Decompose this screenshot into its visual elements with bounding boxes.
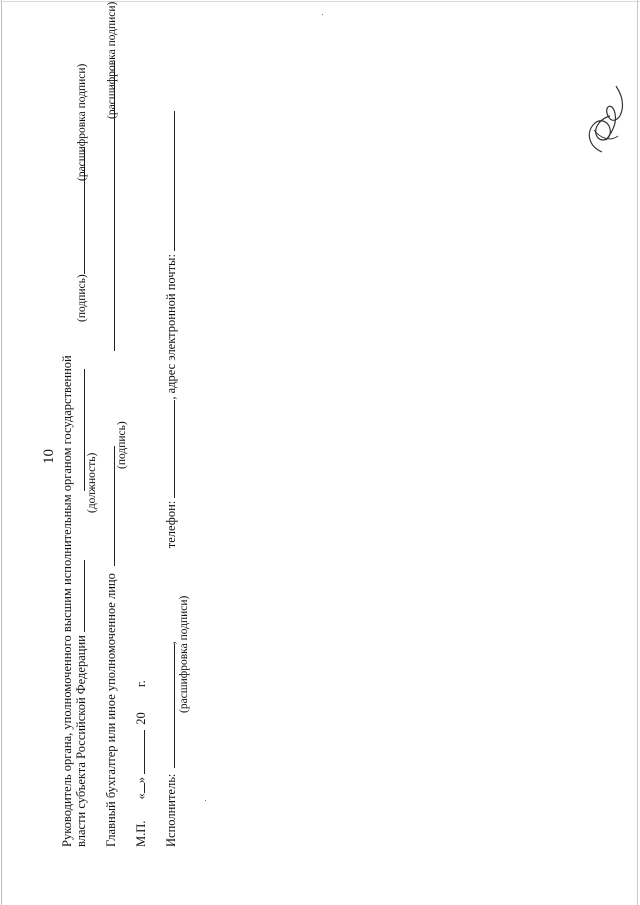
phone-label: телефон: <box>164 500 178 549</box>
email-line <box>164 111 175 251</box>
quote-open: « <box>134 793 148 800</box>
day-line <box>134 783 145 793</box>
position-caption: (должность) <box>86 452 98 513</box>
month-line <box>134 730 145 774</box>
accountant-decipher-caption: (расшифровка подписи) <box>106 1 118 119</box>
head-signature-caption: (подпись) <box>76 274 88 322</box>
executor-decipher-line <box>164 644 175 768</box>
executor-decipher-caption: (расшифровка подписи) <box>178 595 190 713</box>
seal-mark: М.П. <box>134 820 148 847</box>
accountant-signature-line <box>104 446 115 566</box>
handwritten-signature <box>580 80 630 160</box>
quote-close: » <box>134 776 148 784</box>
head-decipher-caption: (расшифровка подписи) <box>76 63 88 181</box>
year-suffix: г. <box>134 680 148 688</box>
email-label: , адрес электронной почты: <box>164 254 178 400</box>
seal-date-row <box>134 680 148 847</box>
head-signature-line <box>74 369 85 491</box>
accountant-label: Главный бухгалтер или иное уполномоченное лицо <box>104 573 118 847</box>
head-title-line2-text: власти субъекта Российской Федерации <box>74 635 88 847</box>
year-prefix: 20 <box>134 712 148 725</box>
head-title-line1: Руководитель органа, уполномоченного высшим исполнительным органом государственной <box>60 355 74 847</box>
executor-row: Исполнитель: , телефон: , адрес электронной почты: <box>164 111 178 847</box>
phone-line <box>164 400 175 498</box>
executor-label: Исполнитель: <box>164 773 178 847</box>
position-line <box>74 560 85 632</box>
accountant-signature-caption: (подпись) <box>116 421 128 469</box>
page-number: 10 <box>41 449 57 464</box>
